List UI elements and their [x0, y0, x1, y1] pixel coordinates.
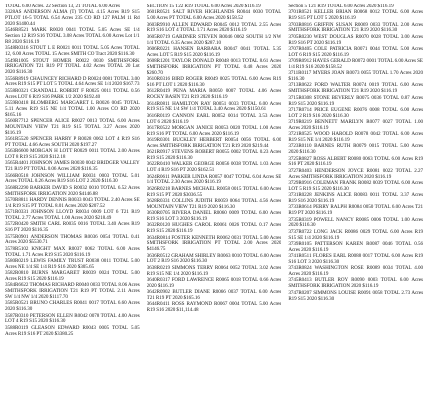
list-item: 3575R0901 ANDERSON THOMAS R0036 0054 TOTAL 0.41 Acres 2020 $5530.71	[5, 233, 140, 246]
list-item: 3558R0321 CRANDALL ROBERT F R0025 0011 TOTAL 0.56 Acres LOT 6 R19 S16 PARK 1/2 2020 $192.40	[5, 87, 140, 100]
list-item: 3630R0705 RIVERA DANIEL R0060 0009 TOTAL 6.00 Acres R19 S16 LOT 3 2020 $116.19	[146, 210, 282, 223]
list-item: 3614R0811 HAMILTON RAY R0051 0033 TOTAL 6.00 Acres R19 S15 NE 1/4 SW 1/4 TOTAL 3.40 Acres 2020 $1150.61	[146, 100, 282, 113]
list-item: 3741R0511 FLORES EARL R0088 0017 TOTAL 6.00 Acres R19 S16 LOT 3 2020 $116.30	[288, 253, 423, 265]
list-item: TOTAL 6.00 Acres. 22 Section 13, 21 TOTAL 6.00 Acres	[5, 4, 120, 9]
list-item: 3713R0622 FORD WALTER R0074 0019 TOTAL 6.00 Acres SMITHSFORK IRRIGATION T21 R19 2020 $116.19	[288, 82, 423, 95]
list-item: 3735R0319 POWELL NANCY R0085 0006 TOTAL 1.00 Acres 2020 $116.30	[288, 216, 423, 229]
list-item: 3733R0614 PERRY RALPH R0084 0050 TOTAL 6.00 Acres T21 R19 PT 2020 $116.19	[288, 204, 423, 217]
list-item: 3559R0418 BLOMBERG MARGARET L R0026 0045 TOTAL 5.11 Acres R19 S15 NE 1/4 TOTAL 1.00 Acres CO RD 2020 $165.16	[5, 100, 140, 118]
list-item: 3587R0310 PETERSON ELLEN R0042 0078 TOTAL 4.00 Acres LOT 4 R19 S15 2020 $116.30	[5, 312, 140, 325]
list-item: 3548R0316 STOUT L E R0021 0011 TOTAL 5.05 Acres TOTAL 12, 6.00 Acres TOTAL 15 Acres SMITH CO Tract 2020 $116.30	[5, 45, 140, 58]
list-item: 3638R0219 SIMMONS TERRY R0064 0052 TOTAL 3.02 Acres R19 S15 NE 1/4 2020 $116.19	[146, 264, 282, 277]
list-item: 3582R0810 BURNS MARGARET R0039 0024 TOTAL 5.00 Acres R19 S15 2020 $116.19	[5, 270, 140, 282]
list-item: 3721R0525 WOOD HAROLD R0078 0042 TOTAL 6.00 Acres R19 S15 NE 1/4 2020 $116.19	[288, 131, 423, 144]
list-item: 3723R0110 BARNES RUTH R0079 0015 TOTAL 5.00 Acres 2020 $116.30	[288, 143, 423, 156]
list-item: 3727R0403 HENDERSON JOYCE R0081 0022 TOTAL 2.27 Acres SMITHSFORK IRRIGATION 2020 $116.19	[288, 167, 423, 180]
list-item: 3578R5102 KNIGHT MAX R0037 0062 TOTAL 6.00 Acres TOTAL 1.71 Acres R19 S15 2020 $116.19	[5, 245, 140, 258]
list-item: 3580R0219 LEWIS FAMILY TRUST R0038 0011 TOTAL 5.00 Acres NE 1/4 SE 1/4 R19 S16 2020 $305.65	[5, 257, 140, 270]
list-item: 3622R0410 WALKER GEORGE R0056 0038 TOTAL 1.03 Acres LOT 4 R19 S16 PT 2020 $162.51	[146, 161, 282, 174]
list-item: 3568R2290 BARKER DAVID S R0032 0010 TOTAL 6.52 Acres SMITHSFORK IRRIGATION 2020 $4146.88	[5, 184, 140, 197]
column-2	[147, 4, 282, 400]
list-item: 3707R0405 COLE PATRICIA R0071 0044 TOTAL 5.00 Acres LOT 6 R19 S15 2020 $116.19	[288, 45, 423, 58]
list-item: 3737R0722 LONG JACK R0086 0029 TOTAL 6.00 Acres R19 S15 SE 1/4 2020 $116.19	[288, 228, 423, 241]
list-item: 3612R0419 PENA MARIA R0050 0007 TOTAL 4.06 Acres ROCKY BASIN T21 R19 2020 $116.19	[146, 88, 282, 101]
list-item: 3632R0120 HUGHES CAROL R0061 0026 TOTAL 0.17 Acres R19 S15 2020 $116.19	[146, 222, 282, 235]
list-item: 3617R0522 MORGAN JANICE R0053 0020 TOTAL 1.00 Acres R19 S16 PT TOTAL 6.00 Acres 2020 $116.19	[146, 124, 282, 137]
list-item: 3605R0719 GARDNER STEVEN R0046 0062 SOUTH 1/2 NW 1/4 TOTAL 6.35 Acres 2020 $287.10	[146, 33, 282, 46]
list-item: 3725R0827 ROSS ALBERT R0080 0063 TOTAL 6.00 Acres R19 S16 PT 2020 $116.19	[288, 155, 423, 168]
list-item: 3628R0331 COLLINS JUDITH R0059 0064 TOTAL 4.56 Acres MOUNTAIN VIEW T21 R19 2020 $116.30	[146, 198, 282, 210]
list-item: 3556R8919 CHAUNCEY RICHARD D R0024 0081 TOTAL 3.00 Acres R19 S15 PT LOT 5 TOTAL 4.64 Acres SE 1/4 2020 $167.73	[5, 75, 140, 88]
list-item: 3601R0521 SALT RIVER HIGHLANDS R0044 0030 TOTAL 5.00 Acres PT TOTAL 6.00 Acres 2020 $158.52	[146, 9, 282, 22]
list-item: 3739R0105 PATTERSON KAREN R0087 0046 TOTAL 0.56 Acres 2020 $116.19	[288, 240, 423, 253]
list-item: 3636R0512 GRAHAM SHIRLEY R0063 0010 TOTAL 6.00 Acres LOT 2 R19 S16 2020 $116.30	[146, 252, 282, 265]
list-item: 3561R5520 SPENCER HARRY P R0028 0062 LOT 4 R19 S16 PT TOTAL 4.66 Acres SOUTH 2020 $197.27	[5, 136, 140, 148]
list-item: 3644R0411 ROSS RAYMOND R0067 0004 TOTAL 5.00 Acres R19 S16 2020 $11,114.48	[146, 301, 282, 314]
list-item: 3603R9910 ALLEN EDWARD R0045 0012 TOTAL 2.55 Acres R19 S16 LOT 4 TOTAL 1.71 Acres 2020 $116.19	[146, 21, 282, 34]
list-item: 3571R0331 JOHNSON LLOYD R0034 0009 LOT 6 T21 R19 TOTAL 2.77 Acres TOTAL 1.00 Acres 2020 $218.49	[5, 209, 140, 222]
list-item: 3709R0912 HAYES GERALD R0072 0001 TOTAL 6.00 Acres SE 1/4 R19 S16 2020 $158.52	[288, 58, 423, 70]
list-item: 3729R0916 COLEMAN FRANK R0082 0039 TOTAL 6.00 Acres LOT 5 R19 S15 2020 $116.30	[288, 179, 423, 192]
list-item: 3619R0301 BUCKLEY HERBERT R0054 0056 TOTAL 6.00 Acres SMITHSFORK IRRIGATION T21 R19 2020 $219.44	[146, 137, 282, 149]
list-item: 3634R0814 FOSTER KENNETH R0062 0031 TOTAL 5.00 Acres SMITHSFORK IRRIGATION PT TOTAL 2.00 Acres 2020 $4146.75	[146, 234, 282, 253]
list-item: 3546R8521 MARK R0020 0041 TOTAL 5.05 Acres SE 1/4 Section 12 R19 S16 TOTAL 3.08 Acres TOTAL 6.00 Acres Lot 1/1 R8 2020 $116.19	[5, 27, 140, 46]
list-item: 3711R0117 MYERS JOAN R0073 0055 TOTAL 1.70 Acres 2020 $116.30	[288, 70, 423, 83]
list-item: 3549R1005 STOUT HOMER R0022 0030 SMITHSFORK IRRIGATION T21 R19 PT TOTAL 4.02 Acres TOTAL 20 Lot 2020 $116.30	[5, 57, 140, 76]
list-item: 3608R1201 TAYLOR DONALD R0048 0013 TOTAL 8.61 Acres SMITHSFORK IRRIGATION PT TOTAL 0.48 Acres 2020 $260.70	[146, 58, 282, 76]
list-item: 3588R0119 GLEASON EDWARD R0043 0005 TOTAL 5.05 Acres R19 S16 PT 2020 $3380.25	[5, 324, 140, 337]
list-item: 3560R7712 SPENCER ALICE R0027 0013 TOTAL 6.00 Acres MOUNTAIN VIEW T21 R19 S15 TOTAL 3.27 Acres 2020 $116.19	[5, 118, 140, 136]
list-item: 3616R0119 CANNON EARL R0052 0014 TOTAL 3.53 Acres LOT 6 2020 $116.19	[146, 112, 282, 125]
list-item: 3585R0521 BRUNO CHARLES R0041 0017 TOTAL 6.60 Acres 2020 $116.30	[5, 300, 140, 313]
list-item: 3572R0420 SMITH CARL R0035 0016 TOTAL 3.40 Acres R19 S16 PT 2020 $116.35	[5, 221, 140, 234]
list-item: 3606R0221 HANSEN BARBARA R0047 0041 TOTAL 5.35 Acres LOT 5 R19 S15 2020 $116.19	[146, 45, 282, 58]
list-item: 3701R0521 KELLER BRIAN R0068 0012 TOTAL 6.00 Acres R19 S15 PT LOT 5 2020 $116.19	[288, 9, 423, 22]
list-item: Section 5 T21 R19 TOTAL 6.00 Acres 2020 $116.19	[288, 4, 394, 9]
list-item: 3626R0218 BARNES MICHAEL R0058 0015 TOTAL 6.00 Acres R19 S15 PT 2020 $3036.55	[146, 185, 282, 198]
column-1	[5, 4, 140, 400]
list-item: 3717R0714 PRICE EUGENE R0076 0008 TOTAL 6.00 Acres LOT 2 R19 S16 2020 $116.30	[288, 106, 423, 119]
list-item: 3715R0308 STONE BEVERLY R0075 0036 TOTAL 0.87 Acres R19 S15 2020 $116.19	[288, 94, 423, 107]
list-item: 3640R0317 FORD LAWRENCE R0065 0018 TOTAL 0.66 Acres 2020 $116.19	[146, 276, 282, 289]
list-item: 3705R0230 WEST DOUGLAS R0070 0028 TOTAL 3.00 Acres R19 S16 PT 2020 $116.19	[288, 33, 423, 46]
list-item: 3642R0902 BUTLER DIANE R0066 0037 TOTAL 6.00 Acres T21 R19 PT 2020 $165.16	[146, 289, 282, 301]
list-item: 3747R0207 SIMMONS LOUISE R0091 0058 TOTAL 2.73 Acres R19 S15 2020 $116.30	[288, 289, 423, 302]
column-3	[288, 4, 423, 400]
list-item: 3731R0228 JENKINS ALICE R0083 0011 TOTAL 3.37 Acres R19 S16 2020 $116.19	[288, 192, 423, 204]
list-item: 3584R6622 THOMAS RICHARD R0040 0033 TOTAL 8.06 Acres SMITHSFORK IRRIGATION T21 R19 PT TOTAL 2.11 Acres SW 1/4 NW 1/4 2020 $1117.70	[5, 282, 140, 300]
list-item: 3703R0816 GRIFFIN SUSAN R0069 0033 TOTAL 2.00 Acres SMITHSFORK IRRIGATION T21 R19 2020 $116.30	[288, 21, 423, 34]
list-item: 3565R4401 JOHNSON JAMES R0030 0042 BRIDGER VALLEY T21 R19 PT TOTAL 0.06 Acres 2020 $116.35	[5, 160, 140, 173]
list-item: 3743R0824 WASHINGTON ROSE R0089 0034 TOTAL 4.00 Acres 2020 $116.19	[288, 265, 423, 278]
list-item: 3328AS ANDERSON ALMA (T) TOTAL 4.15 Acres R19 S15 PTLOT 16-5 TOTAL 6.54 Acres 235 CO RD 127 PALM 11 Rd 2020 $1400.44	[5, 9, 140, 28]
list-item: SECTION 15 T22 R19 TOTAL 6.00 Acres 2020 $116.19	[146, 4, 261, 9]
list-item: 3621R0917 STEVENS ROBERT R0055 0002 TOTAL 0.23 Acres R19 S15 2020 $116.30	[146, 149, 282, 162]
list-item: 3570R8811 HARDY DENNIS R0033 0043 TOTAL 2.40 Acres SE 1/4 R19 S15 PT TOTAL 8.01 Acres 2020 $207.52	[5, 197, 140, 209]
list-item: 3566R0518 JOHNSON WILLIAM R0031 0003 TOTAL 5.01 Acres TOTAL 0.26 Acres R19 S16 LOT 2 2020 $116.30	[5, 172, 140, 185]
list-item: 3563R6600 MORGAN H LOTT R0029 0011 TOTAL 2.00 Acres LOT 8 R19 S15 2020 $112.18	[5, 148, 140, 161]
list-item: 3624R0611 PARKER LINDA R0057 0047 TOTAL 6.04 Acres SE 1/4 TOTAL 2.30 Acres 2020 $116.19	[146, 173, 282, 186]
list-item: 3610R0316 BIRD ROGER R0049 0025 TOTAL 6.00 Acres R19 S16 PT LOT 1 2020 $116.30	[146, 76, 282, 88]
list-item: 3719R0219 BENNETT MARILYN R0077 0027 TOTAL 1.00 Acres 2020 $116.19	[288, 119, 423, 131]
list-item: 3745R0413 BUTLER ROY R0090 0003 TOTAL 6.00 Acres SMITHSFORK IRRIGATION 2020 $116.19	[288, 277, 423, 290]
